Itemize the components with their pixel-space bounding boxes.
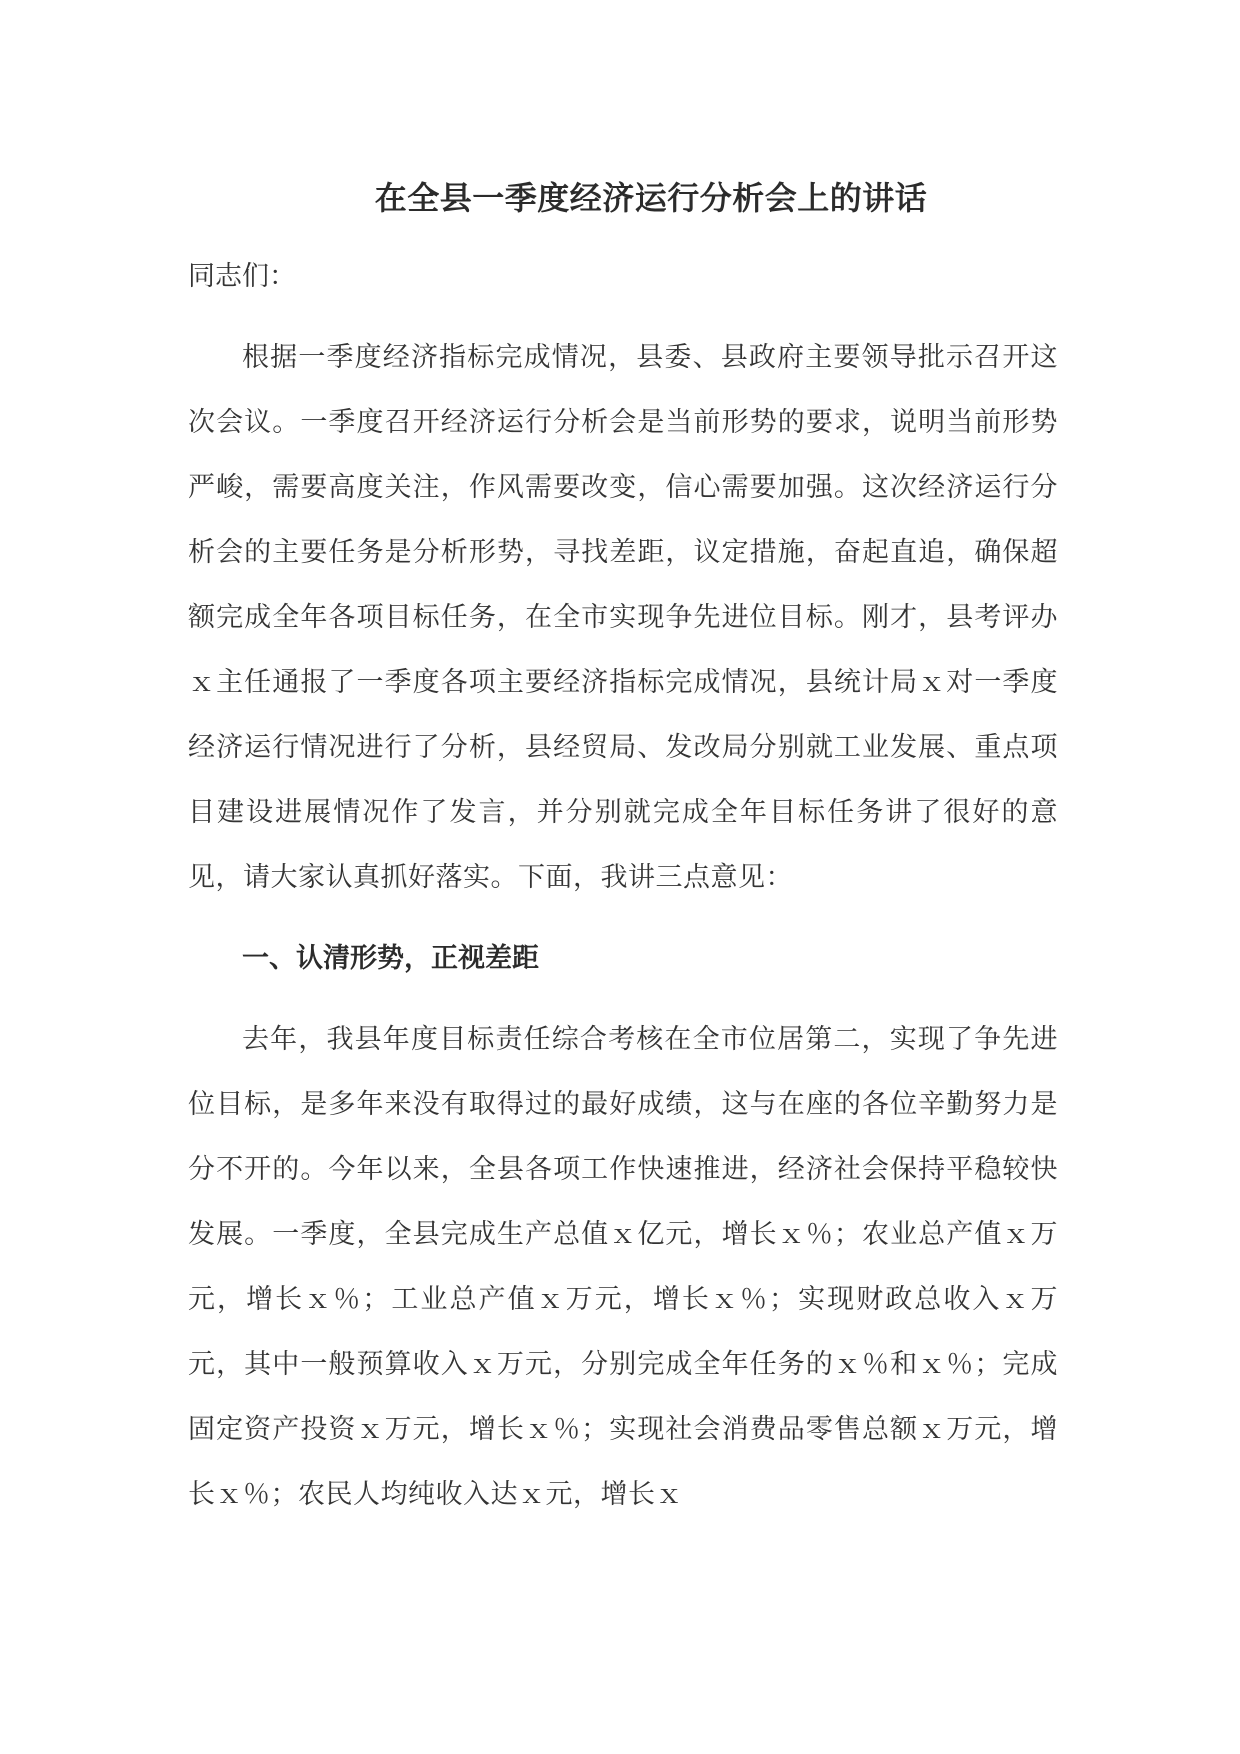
section-heading-1: 一、认清形势，正视差距 [242, 943, 539, 974]
document-title: 在全县一季度经济运行分析会上的讲话 [374, 179, 928, 217]
document-page [188, 170, 1058, 1543]
intro-paragraph: 根据一季度经济指标完成情况，县委、县政府主要领导批示召开这次会议。一季度召开经济运行分析会是当前形势的要求，说明当前形势严峻，需要高度关注，作风需要改变，信心需要加强。这次经济运行分析会的主要任务是分析形势，寻找差距，议定措施，奋起直追，确保超额完成全年各项目标任务，在全市实现争先进位目标。刚才，县考评办ｘ主任通报了一季度各项主要经济指标完成情况，县统计局ｘ对一季度经济运行情况进行了分析，县经贸局、发改局分别就工业发展、重点项目建设进展情况作了发言，并分别就完成全年目标任务讲了很好的意见，请大家认真抓好落实。下面，我讲三点意见： [188, 342, 1058, 893]
salutation: 同志们： [188, 261, 296, 292]
section-1-paragraph: 去年，我县年度目标责任综合考核在全市位居第二，实现了争先进位目标，是多年来没有取得过的最好成绩，这与在座的各位辛勤努力是分不开的。今年以来，全县各项工作快速推进，经济社会保持平稳较快发展。一季度，全县完成生产总值ｘ亿元，增长ｘ％；农业总产值ｘ万元，增长ｘ％；工业总产值ｘ万元，增长ｘ％；实现财政总收入ｘ万元，其中一般预算收入ｘ万元，分别完成全年任务的ｘ％和ｘ％；完成固定资产投资ｘ万元，增长ｘ％；实现社会消费品零售总额ｘ万元，增长ｘ％；农民人均纯收入达ｘ元，增长ｘ [188, 1024, 1058, 1510]
